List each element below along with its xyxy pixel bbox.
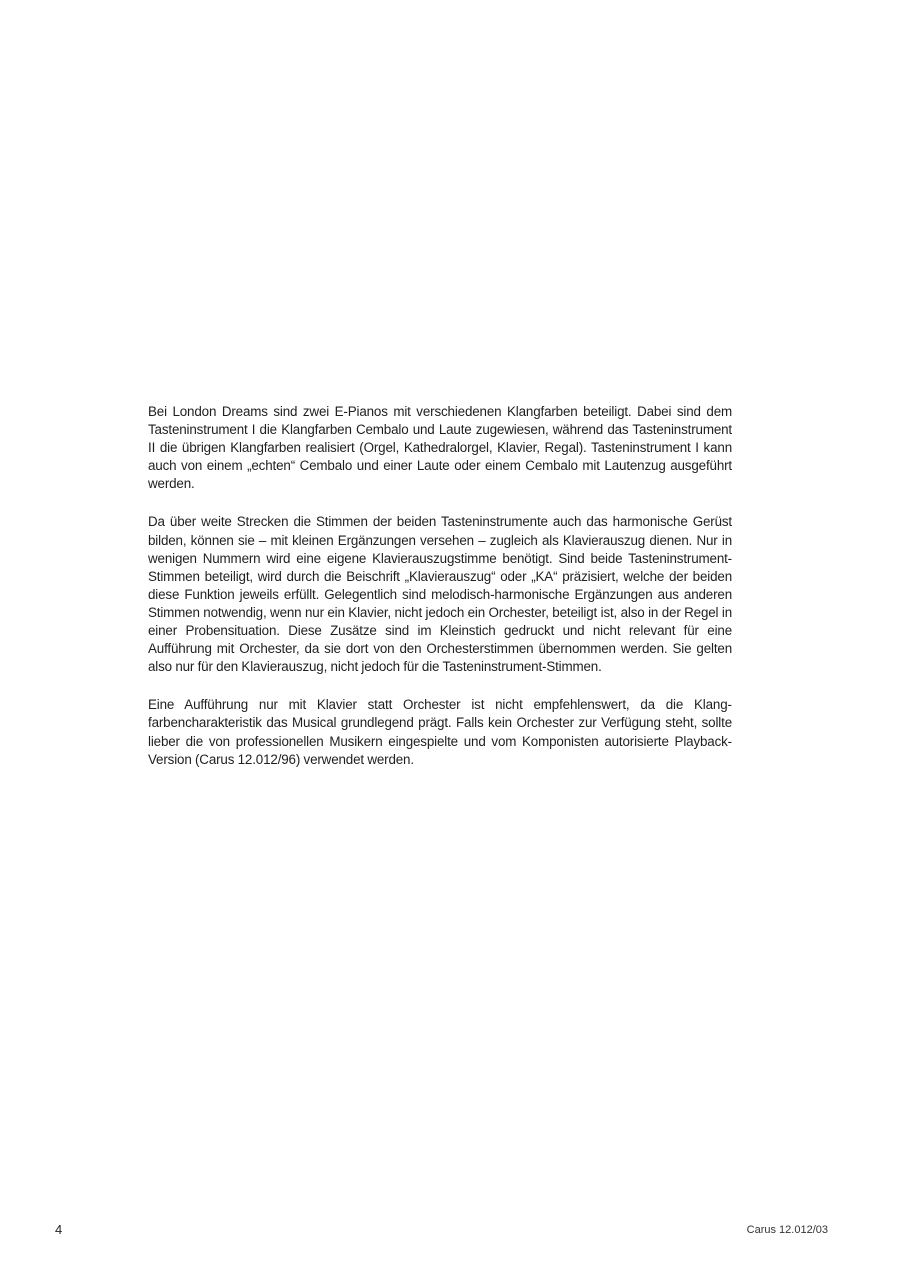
page-number: 4 [55, 1222, 63, 1237]
paragraph-performance-note: Eine Aufführung nur mit Klavier statt Orchester ist nicht empfehlenswert, da die Klangfarbencharakteristik das Musical grundlegend prägt. Falls kein Orchester zur Verfügung steht, sollte lieber die von professionellen Musikern eingespielte und vom Komponisten autorisierte Playback-Version (Carus 12.012/96) verwendet werden. [148, 697, 732, 767]
body-text [148, 403, 732, 789]
paragraph-instruments: Bei London Dreams sind zwei E-Pianos mit verschiedenen Klangfarben beteiligt. Dabei sind dem Tasteninstrument I die Klangfarben Cembalo und Laute zugewiesen, während das Tasteninstrument II die übrigen Klangfarben realisiert (Orgel, Kathedralorgel, Klavier, Regal). Tasteninstrument I kann auch von einem „echten“ Cembalo und einer Laute oder einem Cembalo mit Lautenzug ausgeführt werden. [148, 404, 732, 492]
paragraph-piano-reduction: Da über weite Strecken die Stimmen der beiden Tasteninstrumente auch das harmonische Gerüst bilden, können sie – mit kleinen Ergänzungen versehen – zugleich als Klavierauszug dienen. Nur in wenigen Nummern wird eine eigene Klavierauszugstimme benötigt. Sind beide Tasteninstrument-Stimmen beteiligt, wird durch die Beischrift „Klavierauszug“ oder „KA“ präzisiert, welche der beiden diese Funktion jeweils erfüllt. Gelegentlich sind melodisch-harmonische Ergänzungen aus anderen Stimmen notwendig, wenn nur ein Klavier, nicht jedoch ein Orchester, beteiligt ist, also in der Regel in einer Probensituation. Diese Zusätze sind im Kleinstich gedruckt und nicht relevant für eine Aufführung mit Orchester, da sie dort von den Orchesterstimmen übernommen werden. Sie gelten also nur für den Klavierauszug, nicht jedoch für die Tasteninstrument-Stimmen. [148, 514, 732, 675]
catalog-number: Carus 12.012/03 [746, 1224, 828, 1236]
